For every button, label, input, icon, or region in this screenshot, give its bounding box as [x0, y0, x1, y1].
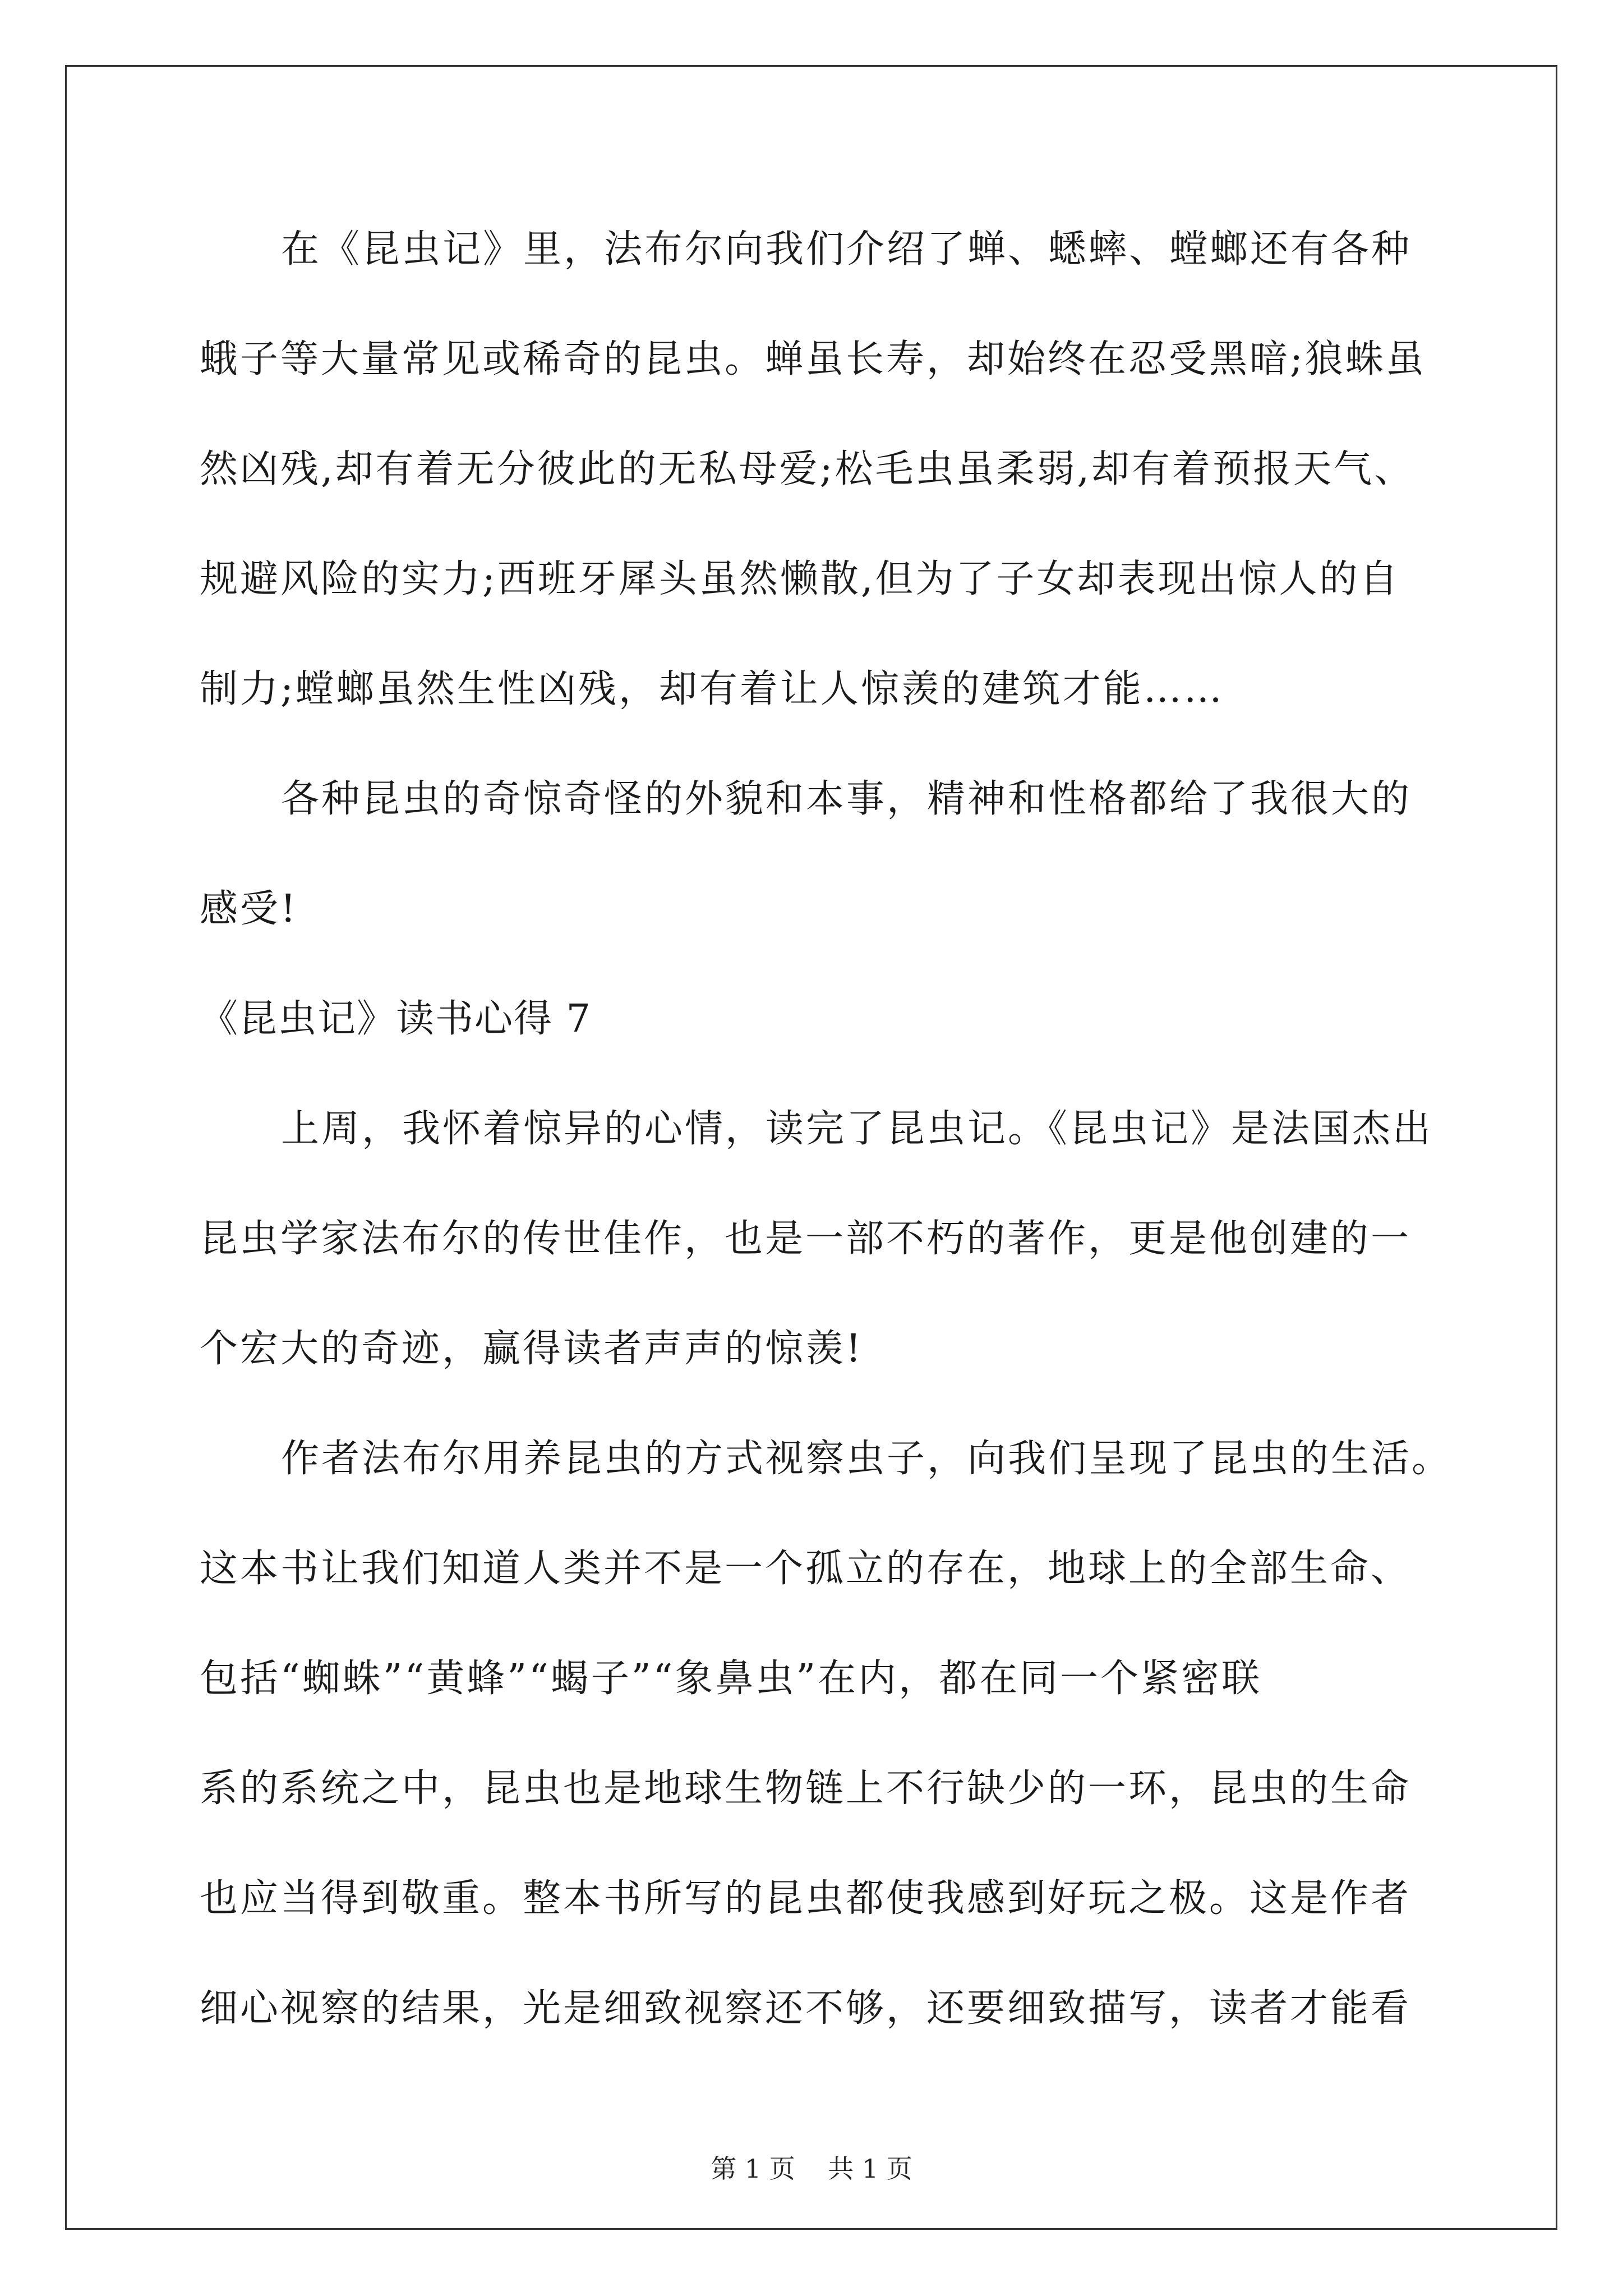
paragraph-line: 系的系统之中，昆虫也是地球生物链上不行缺少的一环，昆虫的生命: [200, 1766, 1412, 1811]
page-number-label: 第 1 页 共 1 页: [711, 2154, 912, 2184]
paragraph-line: 也应当得到敬重。整本书所写的昆虫都使我感到好玩之极。这是作者: [200, 1876, 1412, 1921]
paragraph-line: 个宏大的奇迹，赢得读者声声的惊羡!: [200, 1327, 864, 1371]
paragraph-line: 这本书让我们知道人类并不是一个孤立的存在，地球上的全部生命、: [200, 1547, 1412, 1591]
section-heading: 《昆虫记》读书心得 7: [200, 997, 592, 1041]
paragraph-line: 在《昆虫记》里，法布尔向我们介绍了蝉、蟋蟀、螳螂还有各种: [281, 227, 1412, 272]
document-body: [200, 216, 1453, 2085]
page-footer: [0, 2148, 1623, 2185]
paragraph-line: 细心视察的结果，光是细致视察还不够，还要细致描写，读者才能看: [200, 1986, 1412, 2031]
paragraph-line: 上周，我怀着惊异的心情，读完了昆虫记。《昆虫记》是法国杰出: [281, 1107, 1433, 1151]
paragraph-line: 规避风险的实力;西班牙犀头虽然懒散,但为了子女却表现出惊人的自: [200, 557, 1400, 601]
paragraph-line: 感受!: [200, 887, 298, 931]
paragraph-line: 昆虫学家法布尔的传世佳作，也是一部不朽的著作，更是他创建的一: [200, 1217, 1412, 1261]
paragraph-line: 各种昆虫的奇惊奇怪的外貌和本事，精神和性格都给了我很大的: [281, 777, 1412, 821]
paragraph-line: 制力;螳螂虽然生性凶残，却有着让人惊羡的建筑才能……: [200, 667, 1224, 711]
paragraph-line: 作者法布尔用养昆虫的方式视察虫子，向我们呈现了昆虫的生活。: [281, 1437, 1453, 1481]
paragraph-line: 蛾子等大量常见或稀奇的昆虫。蝉虽长寿，却始终在忍受黑暗;狼蛛虽: [200, 337, 1426, 381]
paragraph-line: 包括“蜘蛛”“黄蜂”“蝎子”“象鼻虫”在内，都在同一个紧密联: [200, 1657, 1262, 1701]
paragraph-line: 然凶残,却有着无分彼此的无私母爱;松毛虫虽柔弱,却有着预报天气、: [200, 447, 1415, 491]
